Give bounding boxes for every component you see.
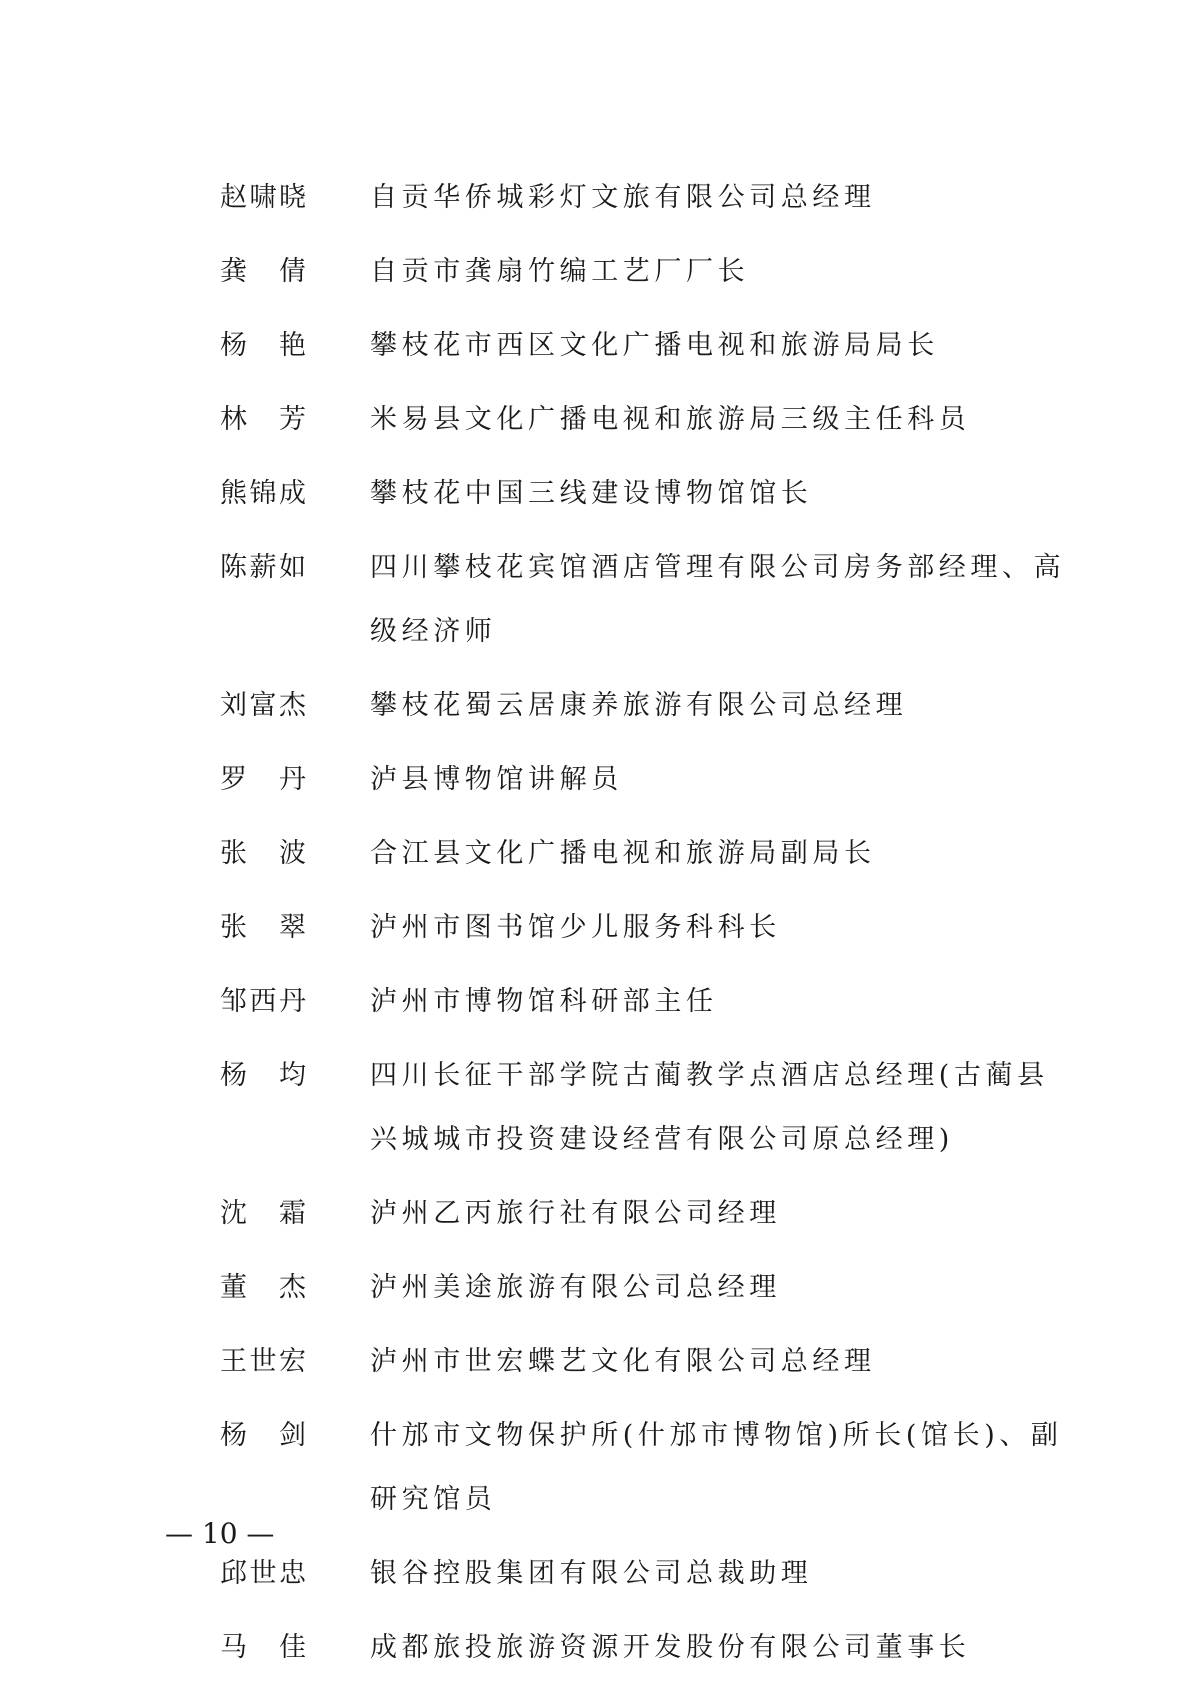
person-name: 张 波: [220, 838, 306, 869]
person-name: 陈 薪 如: [220, 552, 306, 583]
person-position: 银谷控股集团有限公司总裁助理: [370, 1558, 813, 1589]
person-position: 米易县文化广播电视和旅游局三级主任科员: [370, 404, 971, 435]
person-position: 泸州市世宏蝶艺文化有限公司总经理: [370, 1346, 876, 1377]
person-position: 攀枝花中国三线建设博物馆馆长: [370, 478, 813, 509]
list-item: [220, 324, 1100, 378]
list-item: [220, 1552, 1100, 1606]
list-item: [220, 250, 1100, 304]
person-position: 自贡市龚扇竹编工艺厂厂长: [370, 256, 750, 287]
list-item: [220, 546, 1100, 664]
list-item: [220, 684, 1100, 738]
person-position: 泸州乙丙旅行社有限公司经理: [370, 1198, 781, 1229]
list-item: [220, 1266, 1100, 1320]
person-name: 林 芳: [220, 404, 306, 435]
list-item: [220, 980, 1100, 1034]
person-position: 攀枝花市西区文化广播电视和旅游局局长: [370, 330, 939, 361]
list-item: [220, 1626, 1100, 1680]
person-name: 赵 啸 晓: [220, 182, 306, 213]
person-name: 杨 艳: [220, 330, 306, 361]
person-name: 邹 西 丹: [220, 986, 306, 1017]
person-name: 邱 世 忠: [220, 1558, 306, 1589]
person-position: 攀枝花蜀云居康养旅游有限公司总经理: [370, 690, 908, 721]
page-number: — 10 —: [165, 1517, 275, 1550]
list-item: [220, 758, 1100, 812]
list-item: [220, 906, 1100, 960]
person-name: 张 翠: [220, 912, 306, 943]
person-position: 泸州市图书馆少儿服务科科长: [370, 912, 781, 943]
list-item: [220, 832, 1100, 886]
person-name: 王 世 宏: [220, 1346, 306, 1377]
person-name: 沈 霜: [220, 1198, 306, 1229]
person-position: 泸县博物馆讲解员: [370, 764, 623, 795]
person-position: 四川攀枝花宾馆酒店管理有限公司房务部经理、高级经济师: [370, 552, 1066, 647]
person-name: 刘 富 杰: [220, 690, 306, 721]
person-position: 成都旅投旅游资源开发股份有限公司董事长: [370, 1632, 971, 1663]
person-name: 杨 均: [220, 1060, 306, 1091]
list-item: [220, 398, 1100, 452]
person-name: 马 佳: [220, 1632, 306, 1663]
list-item: [220, 472, 1100, 526]
person-name: 罗 丹: [220, 764, 306, 795]
person-name: 熊 锦 成: [220, 478, 306, 509]
name-list: [220, 176, 1100, 1700]
list-item: [220, 1192, 1100, 1246]
person-name: 杨 剑: [220, 1420, 306, 1451]
person-position: 什邡市文物保护所(什邡市博物馆)所长(馆长)、副研究馆员: [370, 1420, 1063, 1515]
person-position: 泸州市博物馆科研部主任: [370, 986, 718, 1017]
list-item: [220, 1054, 1100, 1172]
person-position: 泸州美途旅游有限公司总经理: [370, 1272, 781, 1303]
person-position: 合江县文化广播电视和旅游局副局长: [370, 838, 876, 869]
person-position: 四川长征干部学院古蔺教学点酒店总经理(古蔺县兴城城市投资建设经营有限公司原总经理): [370, 1060, 1049, 1155]
person-name: 龚 倩: [220, 256, 306, 287]
list-item: [220, 1340, 1100, 1394]
person-position: 自贡华侨城彩灯文旅有限公司总经理: [370, 182, 876, 213]
person-name: 董 杰: [220, 1272, 306, 1303]
list-item: [220, 176, 1100, 230]
list-item: [220, 1414, 1100, 1532]
